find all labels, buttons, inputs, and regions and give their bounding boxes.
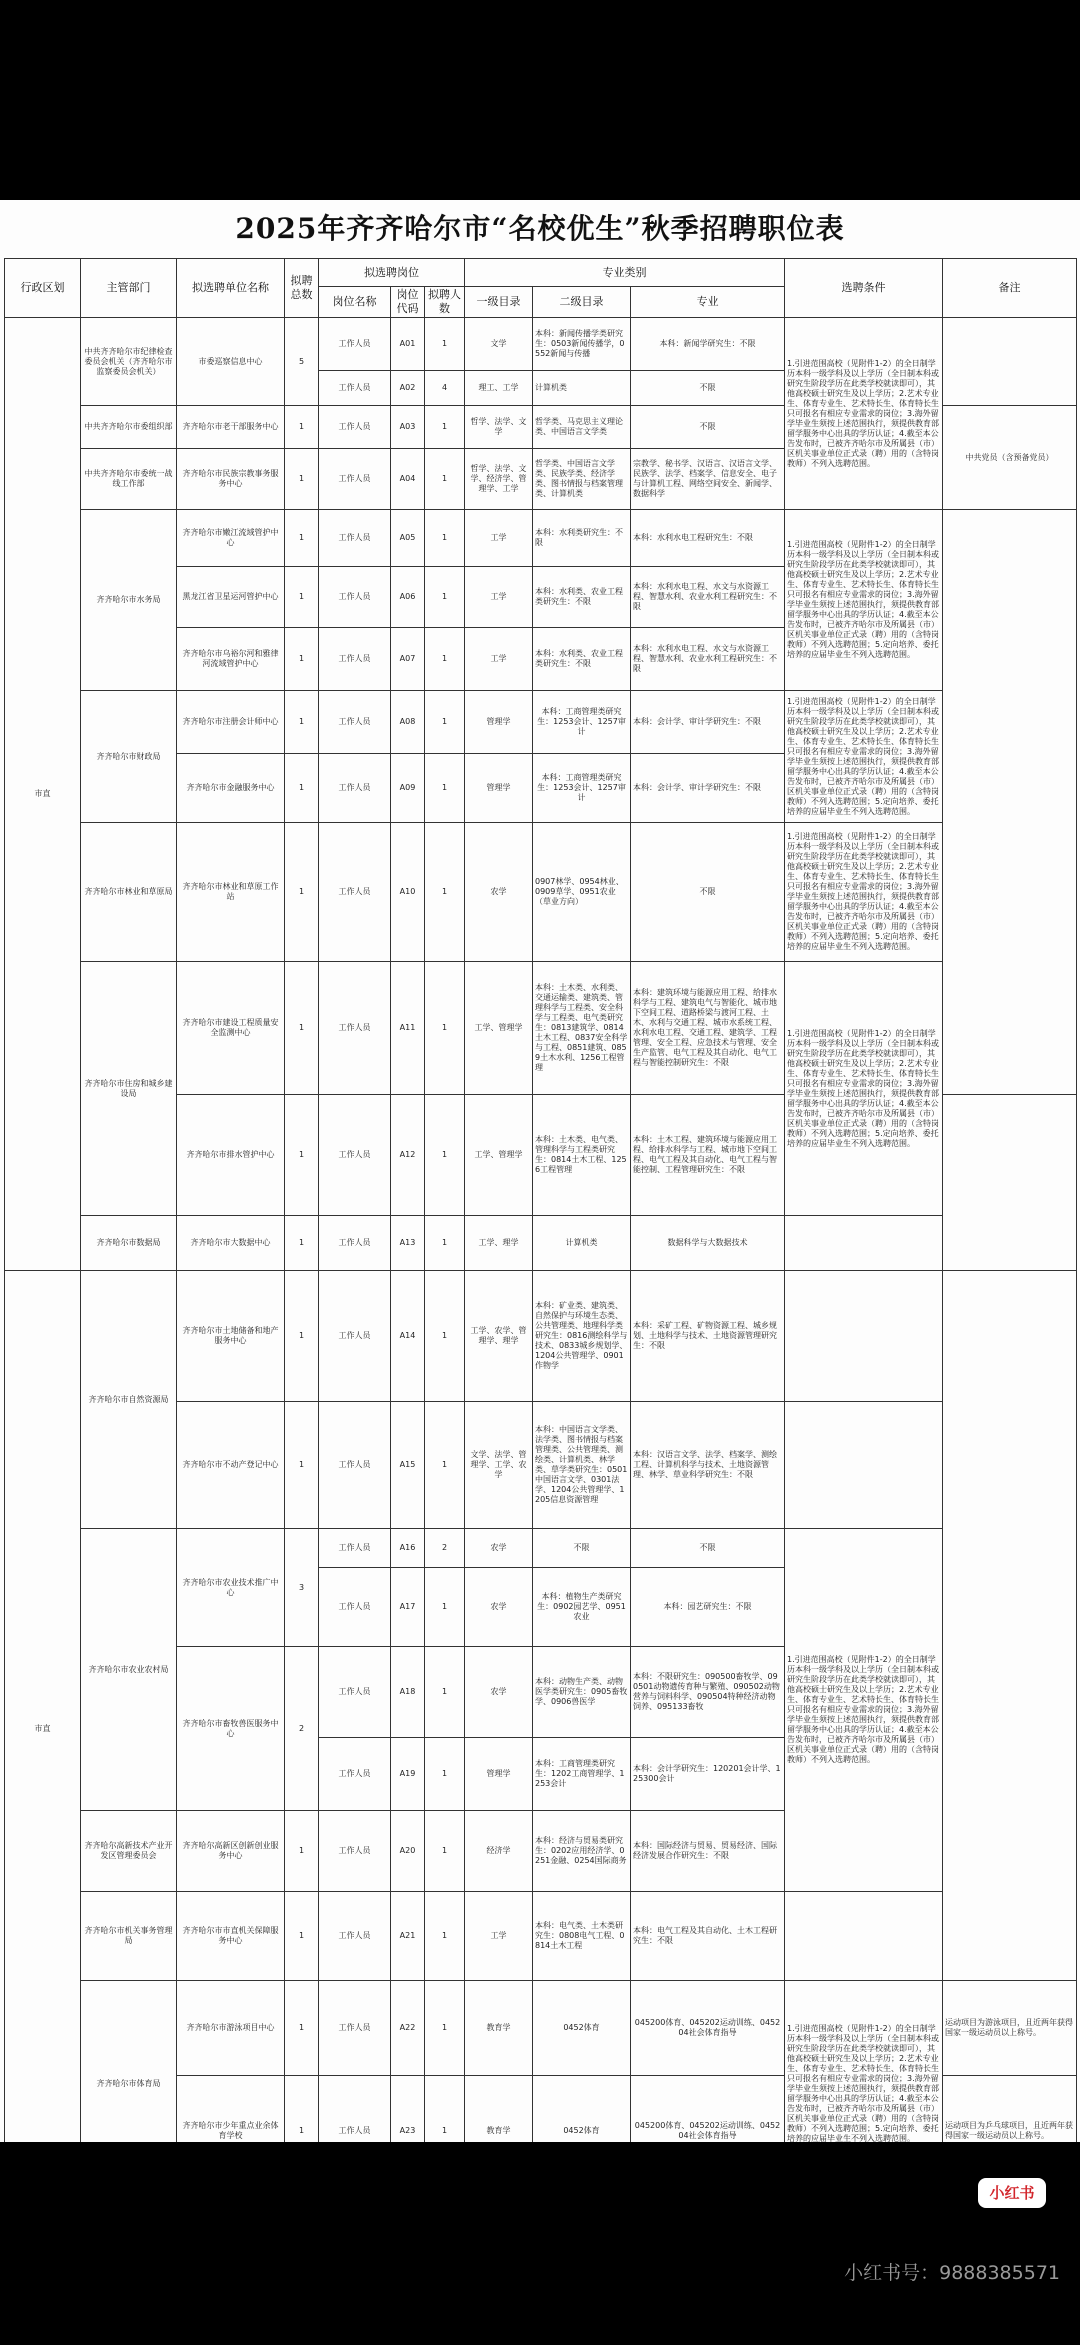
level1-cell: 农学 bbox=[465, 823, 533, 962]
dept-cell: 中共齐齐哈尔市纪律检查委员会机关（齐齐哈尔市监察委员会机关） bbox=[81, 318, 177, 406]
job-table bbox=[4, 258, 1077, 2142]
post-code-cell: A23 bbox=[391, 2076, 425, 2143]
level1-cell: 工学、管理学 bbox=[465, 1095, 533, 1216]
header-total-a: 拟聘 bbox=[290, 274, 313, 287]
post-name-cell: 工作人员 bbox=[319, 1402, 391, 1529]
document-page bbox=[0, 200, 1080, 2142]
level1-cell: 农学 bbox=[465, 1529, 533, 1568]
major-cell: 本科：水利水电工程、水文与水资源工程、智慧水利、农业水利工程研究生：不限 bbox=[631, 628, 785, 691]
post-num-cell: 1 bbox=[425, 962, 465, 1095]
level1-cell: 工学、农学、管理学、理学 bbox=[465, 1271, 533, 1402]
unit-total-cell: 1 bbox=[285, 1402, 319, 1529]
remark-cell bbox=[943, 1271, 1077, 1981]
unit-cell: 齐齐哈尔市游泳项目中心 bbox=[177, 1981, 285, 2076]
level2-cell: 本科：动物生产类、动物医学类研究生：0905畜牧学、0906兽医学 bbox=[533, 1647, 631, 1738]
header-major-group: 专业类别 bbox=[465, 259, 785, 287]
dept-cell: 齐齐哈尔市机关事务管理局 bbox=[81, 1892, 177, 1981]
table-row bbox=[5, 1892, 1077, 1981]
post-code-cell: A18 bbox=[391, 1647, 425, 1738]
level1-cell: 教育学 bbox=[465, 2076, 533, 2143]
major-cell: 本科：电气工程及其自动化、土木工程研究生：不限 bbox=[631, 1892, 785, 1981]
post-num-cell: 1 bbox=[425, 510, 465, 567]
post-num-cell: 1 bbox=[425, 2076, 465, 2143]
remark-cell bbox=[943, 318, 1077, 406]
unit-total-cell: 1 bbox=[285, 567, 319, 628]
unit-total-cell: 1 bbox=[285, 406, 319, 449]
level2-cell: 本科：新闻传播学类研究生：0503新闻传播学，0552新闻与传播 bbox=[533, 318, 631, 371]
post-code-cell: A06 bbox=[391, 567, 425, 628]
post-code-cell: A22 bbox=[391, 1981, 425, 2076]
post-num-cell: 1 bbox=[425, 567, 465, 628]
unit-cell: 齐齐哈尔市畜牧兽医服务中心 bbox=[177, 1647, 285, 1811]
post-name-cell: 工作人员 bbox=[319, 567, 391, 628]
post-name-cell: 工作人员 bbox=[319, 754, 391, 823]
conditions-cell: 1.引进范围高校（见附件1-2）的全日制学历本科一级学科及以上学历（全日制本科或研究生阶段学历在此类学校就读即可），其他高校硕士研究生及以上学历；2.艺术专业生、体育专业生、艺术特长生、体育特长生只可报名有相应专业需求的岗位；3.海外留学毕业生须按上述范围执行，须提供教育部留学服务中心出具的学历认证；4.截至本公告发布时，已被齐齐哈尔市及所属县（市）区机关事业单位正式录（聘）用的（含特岗教师）不列入选聘范围；5.定向培养、委托培养的应届毕业生不列入选聘范围。 bbox=[785, 691, 943, 823]
level2-cell: 本科：工商管理类研究生：1253会计、1257审计 bbox=[533, 754, 631, 823]
unit-cell: 齐齐哈尔市建设工程质量安全监测中心 bbox=[177, 962, 285, 1095]
page-title: 2025年齐齐哈尔市“名校优生”秋季招聘职位表 bbox=[235, 212, 845, 245]
level1-cell: 工学 bbox=[465, 567, 533, 628]
level1-cell: 工学、管理学 bbox=[465, 962, 533, 1095]
unit-cell: 齐齐哈尔市土地储备和地产服务中心 bbox=[177, 1271, 285, 1402]
major-cell: 本科：不限研究生：090500畜牧学、090501动物遗传育种与繁殖、090502动物营养与饲料科学、090504特种经济动物饲养、095133畜牧 bbox=[631, 1647, 785, 1738]
level2-cell: 本科：植物生产类研究生：0902园艺学、0951农业 bbox=[533, 1568, 631, 1647]
header-level2: 二级目录 bbox=[533, 287, 631, 318]
unit-cell: 齐齐哈尔市乌裕尔河和雅律河流域管护中心 bbox=[177, 628, 285, 691]
level2-cell: 本科：矿业类、建筑类、自然保护与环境生态类、公共管理类、地理科学类研究生：0816测绘科学与技术、0833城乡规划学、1204公共管理学、0901作物学 bbox=[533, 1271, 631, 1402]
post-name-cell: 工作人员 bbox=[319, 1216, 391, 1271]
post-num-cell: 1 bbox=[425, 1095, 465, 1216]
dept-cell: 中共齐齐哈尔市委组织部 bbox=[81, 406, 177, 449]
conditions-cell: 1.引进范围高校（见附件1-2）的全日制学历本科一级学科及以上学历（全日制本科或研究生阶段学历在此类学校就读即可），其他高校硕士研究生及以上学历；2.艺术专业生、体育专业生、艺术特长生、体育特长生只可报名有相应专业需求的岗位；3.海外留学毕业生须按上述范围执行，须提供教育部留学服务中心出具的学历认证；4.截至本公告发布时，已被齐齐哈尔市及所属县（市）区机关事业单位正式录（聘）用的（含特岗教师）不列入选聘范围；5.定向培养、委托培养的应届毕业生不列入选聘范围。 bbox=[785, 1981, 943, 2143]
major-cell: 本科：采矿工程、矿物资源工程、城乡规划、土地科学与技术、土地资源管理研究生：不限 bbox=[631, 1271, 785, 1402]
post-code-cell: A02 bbox=[391, 371, 425, 406]
post-name-cell: 工作人员 bbox=[319, 1529, 391, 1568]
major-cell: 本科：国际经济与贸易、贸易经济、国际经济发展合作研究生：不限 bbox=[631, 1811, 785, 1892]
dept-cell: 齐齐哈尔高新技术产业开发区管理委员会 bbox=[81, 1811, 177, 1892]
conditions-cell: 1.引进范围高校（见附件1-2）的全日制学历本科一级学科及以上学历（全日制本科或研究生阶段学历在此类学校就读即可），其他高校硕士研究生及以上学历；2.艺术专业生、体育专业生、艺术特长生、体育特长生只可报名有相应专业需求的岗位；3.海外留学毕业生须按上述范围执行，须提供教育部留学服务中心出具的学历认证；4.截至本公告发布时，已被齐齐哈尔市及所属县（市）区机关事业单位正式录（聘）用的（含特岗教师）不列入选聘范围；5.定向培养、委托培养的应届毕业生不列入选聘范围。 bbox=[785, 510, 943, 691]
level1-cell: 经济学 bbox=[465, 1811, 533, 1892]
dept-cell: 中共齐齐哈尔市委统一战线工作部 bbox=[81, 449, 177, 510]
unit-total-cell: 1 bbox=[285, 628, 319, 691]
level2-cell: 计算机类 bbox=[533, 371, 631, 406]
level2-cell: 本科：电气类、土木类研究生：0808电气工程、0814土木工程 bbox=[533, 1892, 631, 1981]
unit-cell: 齐齐哈尔市注册会计师中心 bbox=[177, 691, 285, 754]
unit-total-cell: 1 bbox=[285, 510, 319, 567]
level2-cell: 本科：工商管理类研究生：1202工商管理学、1253会计 bbox=[533, 1738, 631, 1811]
level1-cell: 工学 bbox=[465, 510, 533, 567]
level1-cell: 文学 bbox=[465, 318, 533, 371]
header-major: 专业 bbox=[631, 287, 785, 318]
unit-total-cell: 1 bbox=[285, 962, 319, 1095]
post-name-cell: 工作人员 bbox=[319, 628, 391, 691]
post-name-cell: 工作人员 bbox=[319, 371, 391, 406]
post-num-cell: 1 bbox=[425, 449, 465, 510]
post-code-cell: A03 bbox=[391, 406, 425, 449]
post-num-cell: 1 bbox=[425, 823, 465, 962]
post-code-cell: A20 bbox=[391, 1811, 425, 1892]
conditions-cell bbox=[785, 1216, 943, 1271]
post-code-cell: A07 bbox=[391, 628, 425, 691]
xiaohongshu-logo: 小红书 bbox=[978, 2178, 1046, 2208]
table-row bbox=[5, 962, 1077, 1095]
table-row bbox=[5, 823, 1077, 962]
post-code-cell: A08 bbox=[391, 691, 425, 754]
post-num-cell: 4 bbox=[425, 371, 465, 406]
conditions-cell: 1.引进范围高校（见附件1-2）的全日制学历本科一级学科及以上学历（全日制本科或研究生阶段学历在此类学校就读即可），其他高校硕士研究生及以上学历；2.艺术专业生、体育专业生、艺术特长生、体育特长生只可报名有相应专业需求的岗位；3.海外留学毕业生须按上述范围执行，须提供教育部留学服务中心出具的学历认证；4.截至本公告发布时，已被齐齐哈尔市及所属县（市）区机关事业单位正式录（聘）用的（含特岗教师）不列入选聘范围；5.定向培养、委托培养的应届毕业生不列入选聘范围。 bbox=[785, 823, 943, 962]
level1-cell: 工学 bbox=[465, 628, 533, 691]
post-code-cell: A13 bbox=[391, 1216, 425, 1271]
header-level1: 一级目录 bbox=[465, 287, 533, 318]
dept-cell: 齐齐哈尔市财政局 bbox=[81, 691, 177, 823]
level2-cell: 哲学类、中国语言文学类、民族学类、经济学类、图书情报与档案管理类、计算机类 bbox=[533, 449, 631, 510]
header-post-group: 拟选聘岗位 bbox=[319, 259, 465, 287]
level1-cell: 教育学 bbox=[465, 1981, 533, 2076]
major-cell: 数据科学与大数据技术 bbox=[631, 1216, 785, 1271]
level1-cell: 文学、法学、管理学、工学、农学 bbox=[465, 1402, 533, 1529]
unit-cell: 齐齐哈尔市老干部服务中心 bbox=[177, 406, 285, 449]
post-name-cell: 工作人员 bbox=[319, 1892, 391, 1981]
major-cell: 不限 bbox=[631, 1529, 785, 1568]
post-code-cell: A09 bbox=[391, 754, 425, 823]
unit-cell: 齐齐哈尔市林业和草原工作站 bbox=[177, 823, 285, 962]
post-name-cell: 工作人员 bbox=[319, 318, 391, 371]
header-remark: 备注 bbox=[943, 259, 1077, 318]
major-cell: 不限 bbox=[631, 371, 785, 406]
district-cell: 市直 bbox=[5, 318, 81, 1271]
unit-total-cell: 1 bbox=[285, 823, 319, 962]
major-cell: 本科：会计学研究生：120201会计学、125300会计 bbox=[631, 1738, 785, 1811]
unit-total-cell: 1 bbox=[285, 449, 319, 510]
unit-total-cell: 1 bbox=[285, 1981, 319, 2076]
dept-cell: 齐齐哈尔市体育局 bbox=[81, 1981, 177, 2143]
major-cell: 本科：水利水电工程、水文与水资源工程、智慧水利、农业水利工程研究生：不限 bbox=[631, 567, 785, 628]
level2-cell: 计算机类 bbox=[533, 1216, 631, 1271]
table-row bbox=[5, 1271, 1077, 1402]
post-code-cell: A21 bbox=[391, 1892, 425, 1981]
conditions-cell: 1.引进范围高校（见附件1-2）的全日制学历本科一级学科及以上学历（全日制本科或研究生阶段学历在此类学校就读即可），其他高校硕士研究生及以上学历；2.艺术专业生、体育专业生、艺术特长生、体育特长生只可报名有相应专业需求的岗位；3.海外留学毕业生须按上述范围执行，须提供教育部留学服务中心出具的学历认证；4.截至本公告发布时，已被齐齐哈尔市及所属县（市）区机关事业单位正式录（聘）用的（含特岗教师）不列入选聘范围；5.定向培养、委托培养的应届毕业生不列入选聘范围。 bbox=[785, 962, 943, 1216]
table-row bbox=[5, 1529, 1077, 1568]
post-num-cell: 1 bbox=[425, 1981, 465, 2076]
remark-cell-swim: 运动项目为游泳项目，且近两年获得国家一级运动员以上称号。 bbox=[943, 1981, 1077, 2076]
post-name-cell: 工作人员 bbox=[319, 1568, 391, 1647]
dept-cell: 齐齐哈尔市住房和城乡建设局 bbox=[81, 962, 177, 1216]
header-post-code: 岗位代码 bbox=[391, 287, 425, 318]
level1-cell: 理工、工学 bbox=[465, 371, 533, 406]
unit-total-cell: 3 bbox=[285, 1529, 319, 1647]
post-name-cell: 工作人员 bbox=[319, 1647, 391, 1738]
level2-cell: 本科：土木类、水利类、交通运输类、建筑类、管理科学与工程类、安全科学与工程类、电气类研究生：0813建筑学、0814土木工程、0837安全科学与工程、0851建筑、0859土木水利、1256工程管理 bbox=[533, 962, 631, 1095]
unit-cell: 齐齐哈尔市农业技术推广中心 bbox=[177, 1529, 285, 1647]
level1-cell: 农学 bbox=[465, 1647, 533, 1738]
major-cell: 不限 bbox=[631, 823, 785, 962]
header-total-b: 总数 bbox=[290, 288, 313, 301]
post-name-cell: 工作人员 bbox=[319, 691, 391, 754]
level1-cell: 哲学、法学、文学 bbox=[465, 406, 533, 449]
remark-cell-party: 中共党员（含预备党员） bbox=[943, 406, 1077, 510]
post-code-cell: A16 bbox=[391, 1529, 425, 1568]
major-cell: 不限 bbox=[631, 406, 785, 449]
unit-total-cell: 1 bbox=[285, 1892, 319, 1981]
unit-total-cell: 1 bbox=[285, 691, 319, 754]
unit-total-cell: 5 bbox=[285, 318, 319, 406]
level2-cell: 0452体育 bbox=[533, 2076, 631, 2143]
table-row bbox=[5, 510, 1077, 567]
unit-cell: 齐齐哈尔市市直机关保障服务中心 bbox=[177, 1892, 285, 1981]
post-num-cell: 1 bbox=[425, 1216, 465, 1271]
dept-cell: 齐齐哈尔市林业和草原局 bbox=[81, 823, 177, 962]
unit-cell: 齐齐哈尔市少年重点业余体育学校 bbox=[177, 2076, 285, 2143]
post-code-cell: A05 bbox=[391, 510, 425, 567]
unit-cell: 齐齐哈尔高新区创新创业服务中心 bbox=[177, 1811, 285, 1892]
dept-cell: 齐齐哈尔市水务局 bbox=[81, 510, 177, 691]
level1-cell: 工学 bbox=[465, 1892, 533, 1981]
level2-cell: 本科：水利类、农业工程类研究生：不限 bbox=[533, 628, 631, 691]
account-id: 小红书号：9888385571 bbox=[844, 2262, 1060, 2284]
level2-cell: 0452体育 bbox=[533, 1981, 631, 2076]
major-cell: 本科：汉语言文学、法学、档案学、测绘工程、计算机科学与技术、土地资源管理、林学、草业科学研究生：不限 bbox=[631, 1402, 785, 1529]
level1-cell: 管理学 bbox=[465, 1738, 533, 1811]
post-code-cell: A04 bbox=[391, 449, 425, 510]
post-code-cell: A17 bbox=[391, 1568, 425, 1647]
level2-cell: 本科：经济与贸易类研究生：0202应用经济学、0251金融、0254国际商务 bbox=[533, 1811, 631, 1892]
post-num-cell: 1 bbox=[425, 406, 465, 449]
district-cell: 市直 bbox=[5, 1271, 81, 2143]
post-num-cell: 1 bbox=[425, 628, 465, 691]
post-num-cell: 1 bbox=[425, 1402, 465, 1529]
unit-cell: 齐齐哈尔市大数据中心 bbox=[177, 1216, 285, 1271]
post-code-cell: A01 bbox=[391, 318, 425, 371]
level2-cell: 本科：工商管理类研究生：1253会计、1257审计 bbox=[533, 691, 631, 754]
unit-total-cell: 1 bbox=[285, 1216, 319, 1271]
conditions-cell bbox=[785, 1402, 943, 1529]
post-name-cell: 工作人员 bbox=[319, 1811, 391, 1892]
level2-cell: 哲学类、马克思主义理论类、中国语言文学类 bbox=[533, 406, 631, 449]
conditions-cell: 1.引进范围高校（见附件1-2）的全日制学历本科一级学科及以上学历（全日制本科或研究生阶段学历在此类学校就读即可），其他高校硕士研究生及以上学历；2.艺术专业生、体育专业生、艺术特长生、体育特长生只可报名有相应专业需求的岗位；3.海外留学毕业生须按上述范围执行，须提供教育部留学服务中心出具的学历认证；4.截至本公告发布时，已被齐齐哈尔市及所属县（市）区机关事业单位正式录（聘）用的（含特岗教师）不列入选聘范围。 bbox=[785, 1529, 943, 1892]
level1-cell: 工学、理学 bbox=[465, 1216, 533, 1271]
post-code-cell: A14 bbox=[391, 1271, 425, 1402]
dept-cell: 齐齐哈尔市农业农村局 bbox=[81, 1529, 177, 1811]
post-name-cell: 工作人员 bbox=[319, 1095, 391, 1216]
unit-total-cell: 1 bbox=[285, 1095, 319, 1216]
dept-cell: 齐齐哈尔市数据局 bbox=[81, 1216, 177, 1271]
header-post-name: 岗位名称 bbox=[319, 287, 391, 318]
post-num-cell: 1 bbox=[425, 1568, 465, 1647]
post-num-cell: 1 bbox=[425, 318, 465, 371]
major-cell: 045200体育、045202运动训练、045204社会体育指导 bbox=[631, 2076, 785, 2143]
conditions-cell: 1.引进范围高校（见附件1-2）的全日制学历本科一级学科及以上学历（全日制本科或研究生阶段学历在此类学校就读即可），其他高校硕士研究生及以上学历；2.艺术专业生、体育专业生、艺术特长生、体育特长生只可报名有相应专业需求的岗位；3.海外留学毕业生须按上述范围执行，须提供教育部留学服务中心出具的学历认证；4.截至本公告发布时，已被齐齐哈尔市及所属县（市）区机关事业单位正式录（聘）用的（含特岗教师）不列入选聘范围。 bbox=[785, 318, 943, 510]
unit-cell: 黑龙江省卫星运河管护中心 bbox=[177, 567, 285, 628]
header-conditions: 选聘条件 bbox=[785, 259, 943, 318]
post-name-cell: 工作人员 bbox=[319, 1271, 391, 1402]
header-district: 行政区划 bbox=[5, 259, 81, 318]
post-name-cell: 工作人员 bbox=[319, 406, 391, 449]
post-num-cell: 1 bbox=[425, 1647, 465, 1738]
level2-cell: 本科：水利类研究生：不限 bbox=[533, 510, 631, 567]
post-code-cell: A10 bbox=[391, 823, 425, 962]
remark-cell bbox=[943, 510, 1077, 1095]
major-cell: 本科：会计学、审计学研究生：不限 bbox=[631, 754, 785, 823]
table-row bbox=[5, 318, 1077, 371]
post-num-cell: 1 bbox=[425, 1811, 465, 1892]
post-code-cell: A19 bbox=[391, 1738, 425, 1811]
post-num-cell: 1 bbox=[425, 1892, 465, 1981]
major-cell: 本科：水利水电工程研究生：不限 bbox=[631, 510, 785, 567]
table-row bbox=[5, 691, 1077, 754]
major-cell: 本科：会计学、审计学研究生：不限 bbox=[631, 691, 785, 754]
post-name-cell: 工作人员 bbox=[319, 1981, 391, 2076]
header-unit: 拟选聘单位名称 bbox=[177, 259, 285, 318]
level2-cell: 本科：土木类、电气类、管理科学与工程类研究生：0814土木工程、1256工程管理 bbox=[533, 1095, 631, 1216]
unit-total-cell: 1 bbox=[285, 754, 319, 823]
level2-cell: 本科：水利类、农业工程类研究生：不限 bbox=[533, 567, 631, 628]
dept-cell: 齐齐哈尔市自然资源局 bbox=[81, 1271, 177, 1529]
post-num-cell: 1 bbox=[425, 754, 465, 823]
major-cell: 本科：建筑环境与能源应用工程、给排水科学与工程、建筑电气与智能化、城市地下空间工程、道路桥梁与渡河工程、土木、水利与交通工程、城市水系统工程、水利水电工程、交通工程、建筑学、工程管理、安全工程、应急技术与管理、安全生产监管、电气工程及其自动化、电气工程与智能控制研究生：不限 bbox=[631, 962, 785, 1095]
post-name-cell: 工作人员 bbox=[319, 449, 391, 510]
table-row bbox=[5, 1981, 1077, 2076]
level1-cell: 管理学 bbox=[465, 754, 533, 823]
unit-total-cell: 2 bbox=[285, 1647, 319, 1811]
post-num-cell: 1 bbox=[425, 1738, 465, 1811]
post-num-cell: 1 bbox=[425, 691, 465, 754]
major-cell: 宗教学、秘书学、汉语言、汉语言文学、民族学、法学、档案学、信息安全、电子与计算机工程、网络空间安全、新闻学、数据科学 bbox=[631, 449, 785, 510]
unit-cell: 齐齐哈尔市不动产登记中心 bbox=[177, 1402, 285, 1529]
level1-cell: 哲学、法学、文学、经济学、管理学、工学 bbox=[465, 449, 533, 510]
unit-total-cell: 1 bbox=[285, 1271, 319, 1402]
level1-cell: 管理学 bbox=[465, 691, 533, 754]
header-dept: 主管部门 bbox=[81, 259, 177, 318]
unit-cell: 齐齐哈尔市排水管护中心 bbox=[177, 1095, 285, 1216]
conditions-cell bbox=[785, 1271, 943, 1402]
header-total bbox=[285, 259, 319, 318]
unit-cell: 齐齐哈尔市民族宗教事务服务中心 bbox=[177, 449, 285, 510]
major-cell: 本科：园艺研究生：不限 bbox=[631, 1568, 785, 1647]
level2-cell: 不限 bbox=[533, 1529, 631, 1568]
post-code-cell: A11 bbox=[391, 962, 425, 1095]
unit-total-cell: 1 bbox=[285, 1811, 319, 1892]
table-header bbox=[5, 259, 1077, 318]
remark-cell-youth: 运动项目为乒乓球项目，且近两年获得国家一级运动员以上称号。 bbox=[943, 2076, 1077, 2143]
post-code-cell: A12 bbox=[391, 1095, 425, 1216]
level2-cell: 本科：中国语言文学类、法学类、图书情报与档案管理类、公共管理类、测绘类、计算机类、林学类、草学类研究生：0501中国语言文学、0301法学、1204公共管理学、1205信息资源管理 bbox=[533, 1402, 631, 1529]
post-name-cell: 工作人员 bbox=[319, 1738, 391, 1811]
post-name-cell: 工作人员 bbox=[319, 510, 391, 567]
post-name-cell: 工作人员 bbox=[319, 962, 391, 1095]
major-cell: 本科：土木工程、建筑环境与能源应用工程、给排水科学与工程、城市地下空间工程、电气工程及其自动化、电气工程与智能控制、工程管理研究生：不限 bbox=[631, 1095, 785, 1216]
post-name-cell: 工作人员 bbox=[319, 823, 391, 962]
unit-cell: 齐齐哈尔市金融服务中心 bbox=[177, 754, 285, 823]
post-name-cell: 工作人员 bbox=[319, 2076, 391, 2143]
post-num-cell: 2 bbox=[425, 1529, 465, 1568]
unit-cell: 市委巡察信息中心 bbox=[177, 318, 285, 406]
unit-total-cell: 1 bbox=[285, 2076, 319, 2143]
header-post-num: 拟聘人数 bbox=[425, 287, 465, 318]
unit-cell: 齐齐哈尔市嫩江流域管护中心 bbox=[177, 510, 285, 567]
level2-cell: 0907林学、0954林业、0909草学、0951农业（草业方向） bbox=[533, 823, 631, 962]
post-code-cell: A15 bbox=[391, 1402, 425, 1529]
level1-cell: 农学 bbox=[465, 1568, 533, 1647]
table-row bbox=[5, 1216, 1077, 1271]
major-cell: 045200体育、045202运动训练、045204社会体育指导 bbox=[631, 1981, 785, 2076]
post-num-cell: 1 bbox=[425, 1271, 465, 1402]
major-cell: 本科：新闻学研究生：不限 bbox=[631, 318, 785, 371]
